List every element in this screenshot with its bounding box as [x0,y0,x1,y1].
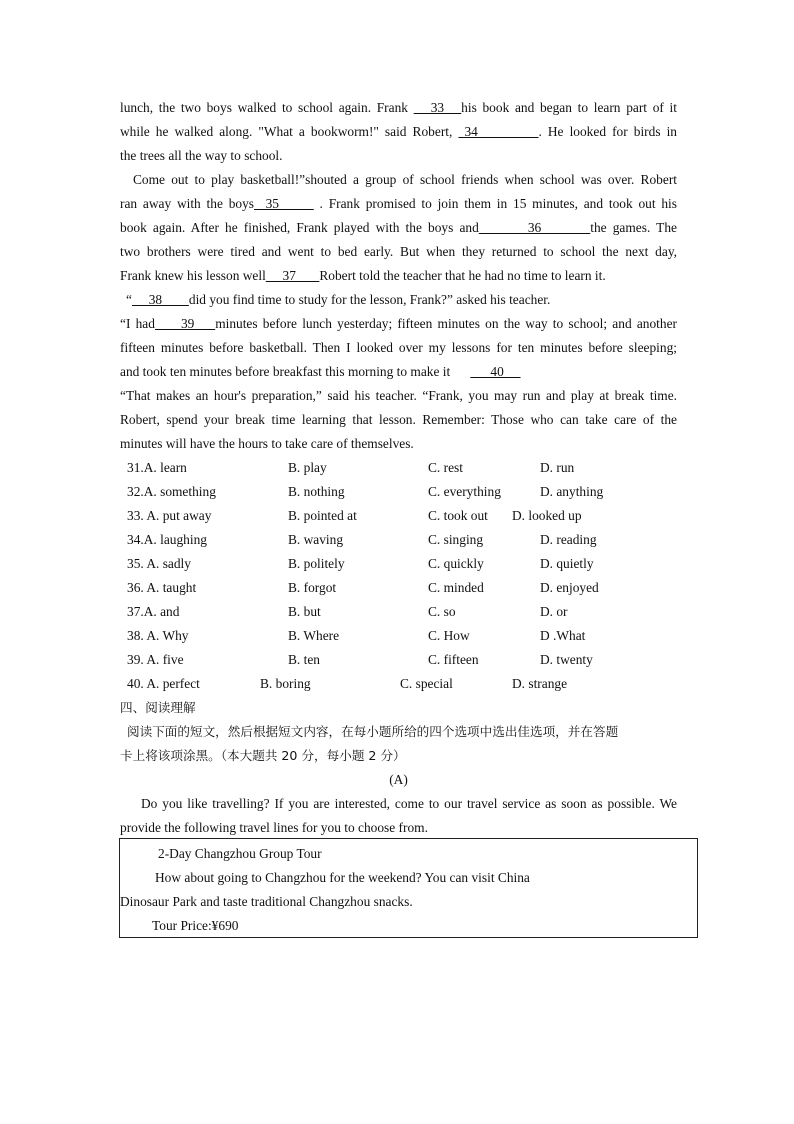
option-a: 35. A. sadly [127,556,191,571]
option-d: D. run [540,460,575,475]
option-b: B. forgot [288,580,337,595]
blank-36: 36 [478,220,591,235]
option-c: C. fifteen [428,652,479,667]
option-b: B. pointed at [288,508,357,523]
option-a: 39. A. five [127,652,184,667]
option-a: 33. A. put away [127,508,212,523]
passage-line: Robert, spend your break time learning that lesson. Remember: Those who can take care of the [120,412,677,427]
option-d: D. twenty [540,652,593,667]
option-c: C. so [428,604,456,619]
option-a: 36. A. taught [127,580,197,595]
blank-37: 37 [265,268,320,283]
option-d: D. enjoyed [540,580,599,595]
option-a: 37.A. and [127,604,180,619]
tour-price: Tour Price:¥690 [152,918,239,933]
option-d: D. or [540,604,568,619]
blank-38: 38 [131,292,189,307]
option-b: B. politely [288,556,345,571]
option-d: D. strange [512,676,568,691]
option-d: D. quietly [540,556,594,571]
option-b: B. boring [260,676,311,691]
option-a: 40. A. perfect [127,676,200,691]
option-c: C. How [428,628,470,643]
option-c: C. special [400,676,453,691]
blank-34: 34 [458,124,539,139]
passage-line: minutes will have the hours to take care of themselves. [120,436,414,451]
option-b: B. waving [288,532,344,547]
intro-text: Do you like travelling? If you are interested, come to our travel service as soon as possible. We [141,796,677,811]
option-c: C. quickly [428,556,484,571]
passage-line: lunch, the two boys walked to school again. Frank 33 his book and began to learn part of it [120,100,677,115]
passage-line: “I had 39 minutes before lunch yesterday; fifteen minutes on the way to school; and another [120,316,677,331]
passage-line: fifteen minutes before basketball. Then I looked over my lessons for ten minutes before sleeping; [120,340,677,355]
passage-line: “That makes an hour's preparation,” said his teacher. “Frank, you may run and play at break time. [120,388,677,403]
option-d: D. reading [540,532,597,547]
option-b: B. play [288,460,327,475]
option-a: 32.A. something [127,484,216,499]
passage-line: Frank knew his lesson well 37 Robert told the teacher that he had no time to learn it. [120,268,606,283]
option-a: 31.A. learn [127,460,187,475]
option-c: C. singing [428,532,484,547]
option-c: C. everything [428,484,501,499]
tour-description: How about going to Changzhou for the weekend? You can visit China [155,870,530,885]
passage-line: “ 38 did you find time to study for the lesson, Frank?” asked his teacher. [126,292,551,307]
option-d: D .What [540,628,586,643]
option-a: 38. A. Why [127,628,189,643]
passage-line: Come out to play basketball!”shouted a group of school friends when school was over. Robert [133,172,677,187]
passage-line: and took ten minutes before breakfast this morning to make it 40 [120,364,521,379]
section-heading: 四、阅读理解 [120,700,196,715]
blank-35: 35 [254,196,314,211]
option-b: B. ten [288,652,320,667]
tour-description: Dinosaur Park and taste traditional Changzhou snacks. [120,894,413,909]
passage-line: book again. After he finished, Frank played with the boys and 36 the games. The [120,220,677,235]
part-label: (A) [389,772,408,787]
passage-line: ran away with the boys 35 . Frank promised to join them in 15 minutes, and took out his [120,196,677,211]
tour-box [119,838,698,938]
option-b: B. Where [288,628,340,643]
option-c: C. took out [428,508,488,523]
passage-line: two brothers were tired and went to bed early. But when they returned to school the next day, [120,244,677,259]
blank-33: 33 [413,100,462,115]
option-a: 34.A. laughing [127,532,207,547]
option-b: B. but [288,604,321,619]
section-instruction: 阅读下面的短文，然后根据短文内容，在每小题所给的四个选项中选出佳选项，并在答题 [127,724,619,739]
option-d: D. anything [540,484,604,499]
option-c: C. rest [428,460,463,475]
blank-40: 40 [470,364,521,379]
option-c: C. minded [428,580,484,595]
tour-title: 2-Day Changzhou Group Tour [158,846,322,861]
intro-text: provide the following travel lines for you to choose from. [120,820,428,835]
option-b: B. nothing [288,484,345,499]
passage-line: while he walked along. "What a bookworm!" said Robert, 34 . He looked for birds in [120,124,678,139]
passage-line: the trees all the way to school. [120,148,283,163]
option-d: D. looked up [512,508,582,523]
section-instruction: 卡上将该项涂黑。（本大题共 20 分，每小题 2 分） [120,748,406,763]
blank-39: 39 [154,316,216,331]
